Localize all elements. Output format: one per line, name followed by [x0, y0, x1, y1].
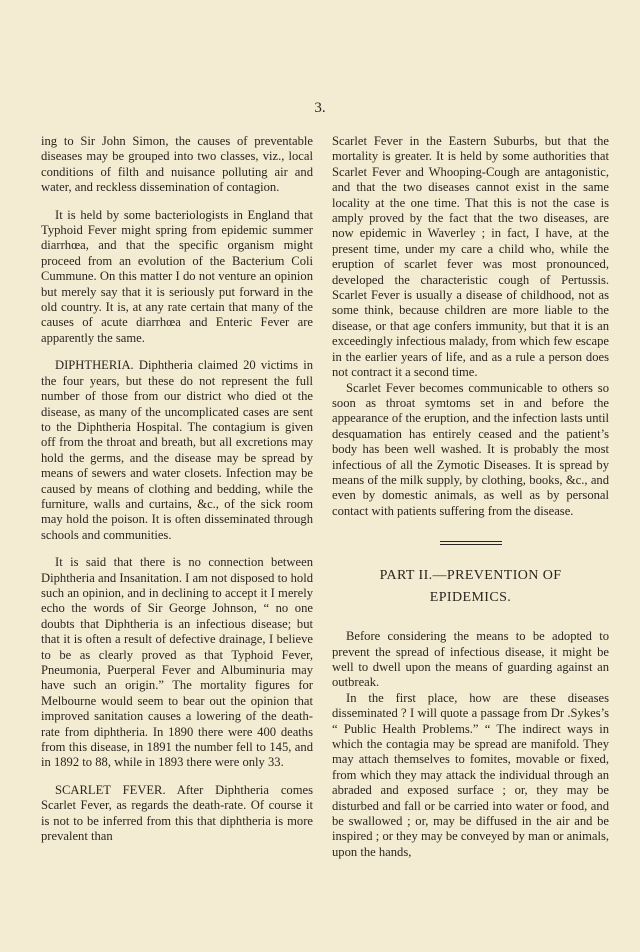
- part-heading: [332, 565, 609, 609]
- paragraph: It is said that there is no connection between Diphtheria and Insanitation. I am not disposed to hold such an opinion, and in declining to accept it I merely echo the words of Sir George Johnson, “ no one doubts that Diphtheria is an infectious disease; but that it is often a result of defective drainage, I believe to be as clearly proved as that Typhoid Fever, Pneumonia, Puerperal Fever and Albuminuria may have such an origin.” The mortality figures for Melbourne would seem to bear out the opinion that improved sanitation causes a lowering of the death-rate from diphtheria. In 1890 there were 400 deaths from this disease, in 1891 the number fell to 145, and in 1892 to 88, while in 1893 there were only 33.: [41, 555, 313, 770]
- paragraph: ing to Sir John Simon, the causes of preventable diseases may be grouped into two classes, viz., local conditions of filth and nuisance polluting air and water, and reckless dissemination of contagion.: [41, 134, 313, 195]
- paragraph: SCARLET FEVER. After Diphtheria comes Scarlet Fever, as regards the death-rate. Of course it is not to be inferred from this that diphtheria is more prevalent than: [41, 782, 313, 844]
- paragraph: It is held by some bacteriologists in England that Typhoid Fever might spring from epidemic summer diarrhœa, and that the specific organism might proceed from an evolution of the Bacterium Coli Cummune. On this matter I do not venture an opinion but merely say that it is seriously put forward in the old country. It is, at any rate certain that many of the causes of acute diarrhœa and Enteric Fever are apparently the same.: [41, 207, 313, 345]
- right-column: [332, 134, 609, 872]
- paragraph: DIPHTHERIA. Diphtheria claimed 20 victims in the four years, but these do not represent the full number of those from our district who died ot the disease, as many of the uncomplicated cases are sent to the Diphtheria Hospital. The contagium is given off from the throat and breath, but all excretions may hold the germs, and the disease may be spread by means of sewers and water closets. Infection may be caused by means of clothing and bedding, while the furniture, walls and curtains, &c., of the sick room may hold the poison. It is often disseminated through schools and communities.: [41, 358, 313, 542]
- page-number: 3.: [314, 100, 326, 116]
- part-heading-line: EPIDEMICS.: [429, 590, 512, 606]
- section-divider: [440, 541, 502, 545]
- paragraph: Scarlet Fever in the Eastern Suburbs, but that the mortality is greater. It is held by some authorities that Scarlet Fever and Whooping-Cough are antagonistic, and that the two diseases cannot exist in the same locality at the one time. That this is not the case is amply proved by the fact that the two diseases, are now epidemic in Waverley ; in fact, I have, at the present time, under my care a child who, while the eruption of scarlet fever was most pronounced, developed the characteristic cough of Pertussis. Scarlet Fever is usually a disease of childhood, not as some think, because children are more liable to the disease, or that age confers immunity, but that it is an exceedingly infectious malady, from which few escape in the earlier years of life, and as a rule a person does not contract it a second time.: [332, 134, 609, 380]
- part-heading-line: PART II.—PREVENTION OF: [379, 568, 562, 584]
- paragraph: Before considering the means to be adopted to prevent the spread of infectious disease, it might be well to dwell upon the means of guarding against an outbreak.: [332, 629, 609, 690]
- left-column: [41, 134, 313, 856]
- paragraph: In the first place, how are these diseases disseminated ? I will quote a passage from Dr .Sykes’s “ Public Health Problems.” “ The indirect ways in which the contagia may be spread are manifold. They may attach themselves to fomites, movable or fixed, from which they may attack the individual through an abraded and exposed surface ; or, they may be disturbed and fall or be carried into water or food, and be swallowed ; or, may be diffused in the air and be inspired ; or they may be conveyed by man or animals, upon the hands,: [332, 690, 609, 859]
- paragraph: Scarlet Fever becomes communicable to others so soon as throat symtoms set in and before the appearance of the eruption, and the infection lasts until desquamation has entirely ceased and the patient’s body has been well washed. It is probably the most infectious of all the Zymotic Diseases. It is spread by means of the milk supply, by clothing, books, &c., and even by domestic animals, as well as by personal contact with patients suffering from the disease.: [332, 380, 609, 518]
